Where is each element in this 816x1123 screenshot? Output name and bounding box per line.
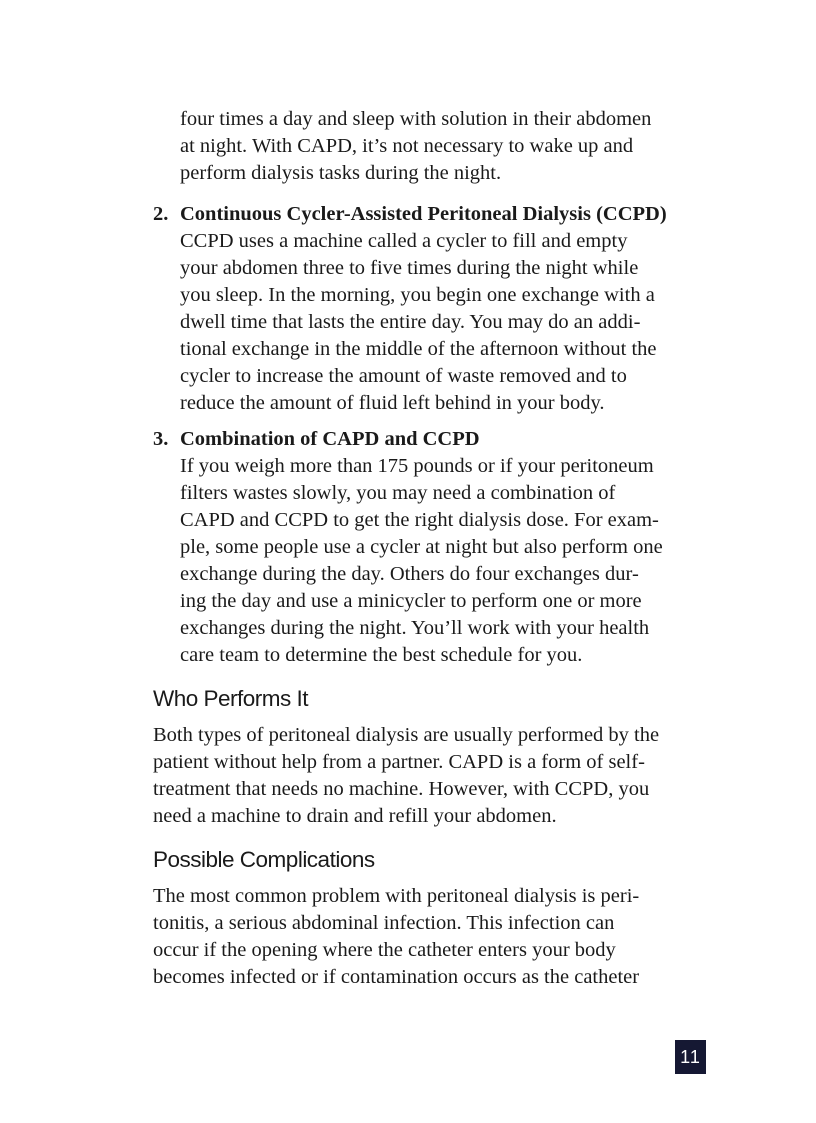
section-heading: Possible Complications [153,847,375,872]
list-item-line: If you weigh more than 175 pounds or if your peritoneum [180,455,654,477]
paragraph-line: tonitis, a serious abdominal infection. This infection can [153,912,615,934]
list-item-title: Combination of CAPD and CCPD [180,428,480,450]
list-item-line: ple, some people use a cycler at night but also perform one [180,536,663,558]
list-item-line: CAPD and CCPD to get the right dialysis dose. For exam- [180,509,659,531]
paragraph-line: need a machine to drain and refill your abdomen. [153,805,557,827]
paragraph-line: The most common problem with peritoneal dialysis is peri- [153,885,640,907]
list-item-line: cycler to increase the amount of waste removed and to [180,365,627,387]
list-item-number: 2. [153,203,169,225]
list-item-line: your abdomen three to five times during the night while [180,257,639,279]
intro-line: four times a day and sleep with solution in their abdomen [180,108,652,130]
list-item-line: filters wastes slowly, you may need a combination of [180,482,616,504]
intro-line: at night. With CAPD, it’s not necessary to wake up and [180,135,634,157]
paragraph-line: Both types of peritoneal dialysis are usually performed by the [153,724,660,746]
paragraph-line: treatment that needs no machine. However, with CCPD, you [153,778,650,800]
list-item-line: exchange during the day. Others do four exchanges dur- [180,563,639,585]
list-item-line: CCPD uses a machine called a cycler to fill and empty [180,230,628,252]
list-item-line: you sleep. In the morning, you begin one exchange with a [180,284,655,306]
paragraph-line: patient without help from a partner. CAPD is a form of self- [153,751,645,773]
page-number: 11 [675,1040,706,1074]
list-item-number: 3. [153,428,169,450]
list-item-line: dwell time that lasts the entire day. You may do an addi- [180,311,641,333]
list-item-line: tional exchange in the middle of the afternoon without the [180,338,657,360]
paragraph-line: occur if the opening where the catheter enters your body [153,939,616,961]
list-item-line: ing the day and use a minicycler to perform one or more [180,590,642,612]
list-item-line: reduce the amount of fluid left behind in your body. [180,392,605,414]
paragraph-line: becomes infected or if contamination occurs as the catheter [153,966,640,988]
list-item-title: Continuous Cycler-Assisted Peritoneal Dialysis (CCPD) [180,203,667,225]
section-heading: Who Performs It [153,686,309,711]
list-item-line: exchanges during the night. You’ll work with your health [180,617,650,639]
list-item-line: care team to determine the best schedule for you. [180,644,583,666]
intro-line: perform dialysis tasks during the night. [180,162,502,184]
